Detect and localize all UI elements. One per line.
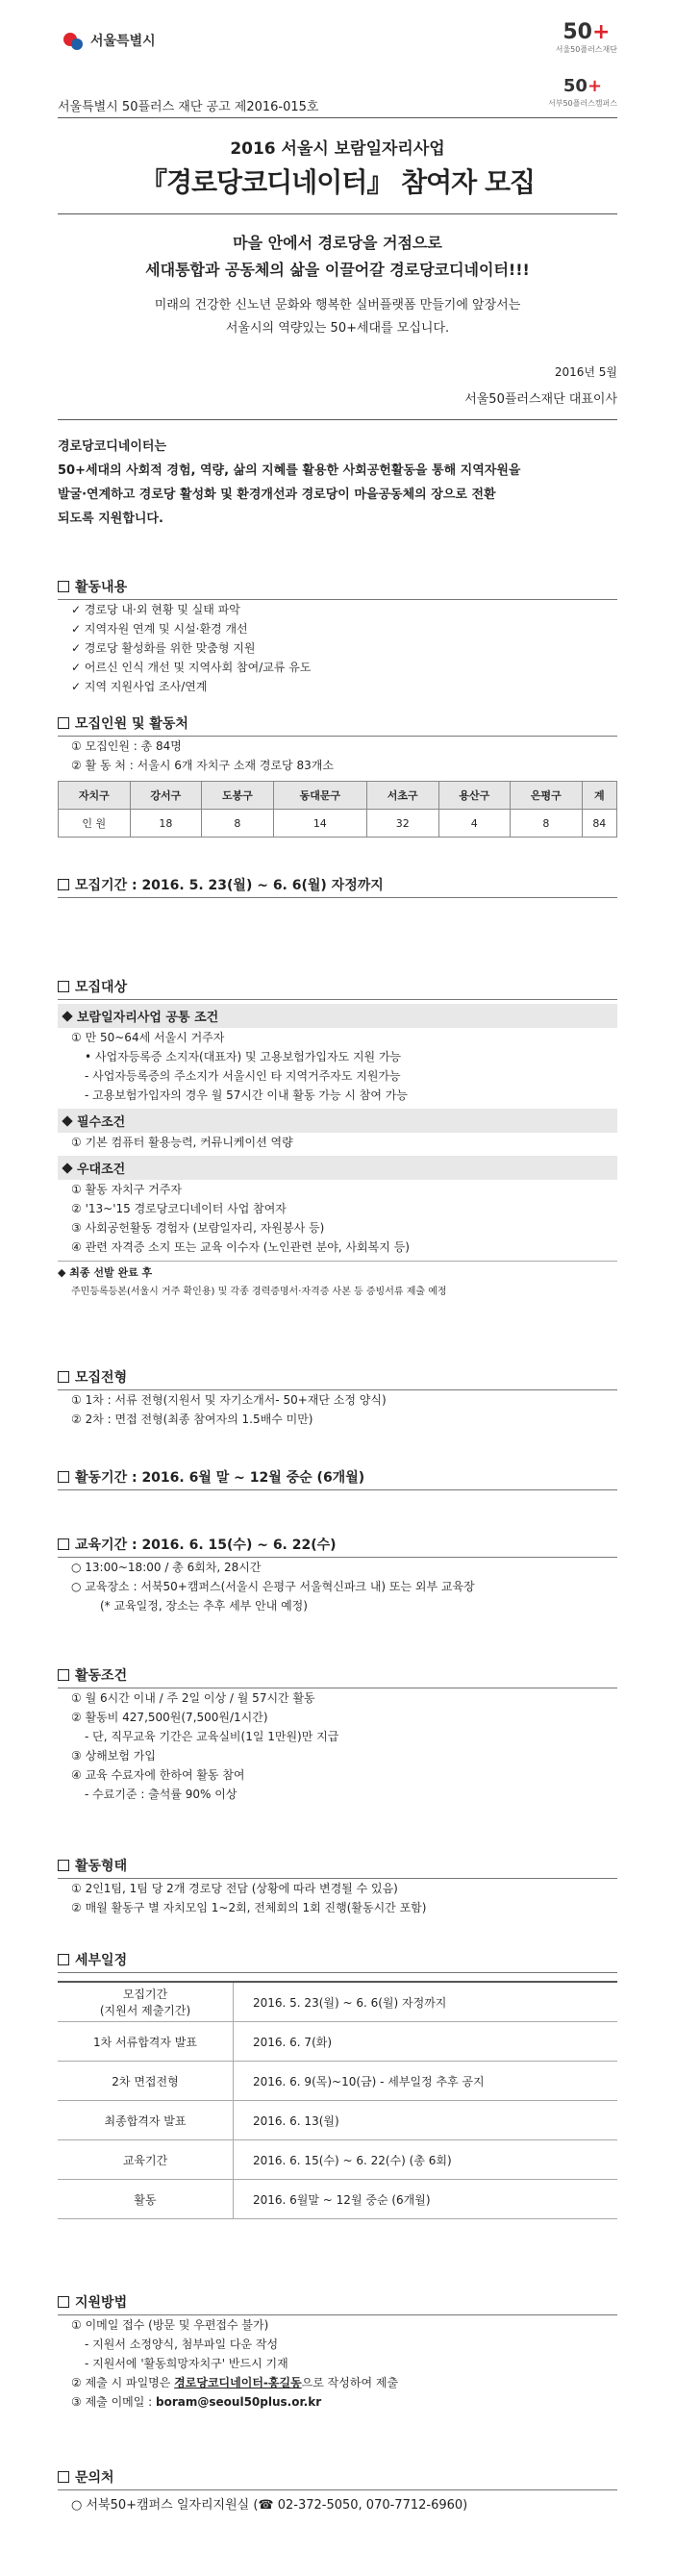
schedule-key-text: 모집기간 bbox=[122, 1988, 168, 2001]
table-cell: 4 bbox=[438, 810, 511, 838]
table-header-cell: 자치구 bbox=[59, 782, 131, 810]
section-title-text: 모집인원 및 활동처 bbox=[75, 716, 188, 732]
plus-icon: + bbox=[591, 20, 611, 44]
section-contact bbox=[58, 2467, 617, 2515]
list-item: ④ 교육 수료자에 한하여 활동 참여 bbox=[71, 1768, 245, 1782]
section-title-text: 모집전형 bbox=[75, 1370, 128, 1386]
list-item: ✓ 경로당 내·외 현황 및 실태 파악 bbox=[71, 603, 240, 616]
section-title bbox=[58, 1367, 617, 1390]
table-header-cell: 동대문구 bbox=[273, 782, 366, 810]
list-item-text: 으로 작성하여 제출 bbox=[301, 2376, 399, 2389]
recruit-count: ① 모집인원 : 총 84명 bbox=[71, 739, 182, 753]
checkbox-square-icon bbox=[58, 2471, 69, 2483]
table-row bbox=[59, 810, 617, 838]
subsection-required bbox=[58, 1109, 617, 1133]
signer: 서울50플러스재단 대표이사 bbox=[464, 392, 617, 407]
table-cell: 32 bbox=[366, 810, 438, 838]
title-line1: 2016 서울시 보람일자리사업 bbox=[230, 139, 445, 159]
checkbox-square-icon bbox=[58, 2296, 69, 2308]
table-cell: 18 bbox=[130, 810, 202, 838]
intro-line: 50+세대의 사회적 경험, 역량, 삶의 지혜를 활용한 사회공헌활동을 통해 지역자원을 bbox=[58, 463, 521, 478]
note-line: 주민등록등본(서울시 거주 확인용) 및 각종 경력증명서·자격증 사본 등 증빙서류 제출 예정 bbox=[71, 1287, 447, 1297]
section-conditions bbox=[58, 1665, 617, 1804]
checkbox-square-icon bbox=[58, 981, 69, 992]
section-title bbox=[58, 2467, 617, 2490]
checkbox-square-icon bbox=[58, 717, 69, 729]
lead-line3: 미래의 건강한 신노년 문화와 행복한 실버플랫폼 만들기에 앞장서는 bbox=[154, 298, 521, 313]
section-title-text: 활동내용 bbox=[75, 580, 128, 595]
list-item: ① 기본 컴퓨터 활용능력, 커뮤니케이션 역량 bbox=[71, 1136, 293, 1149]
list-item-text: 경로당 내·외 현황 및 실태 파악 bbox=[84, 603, 240, 616]
email-link[interactable]: boram@seoul50plus.or.kr bbox=[156, 2395, 322, 2409]
section-title bbox=[58, 577, 617, 600]
list-item: ① 월 6시간 이내 / 주 2일 이상 / 월 57시간 활동 bbox=[71, 1691, 315, 1705]
intro-line: 발굴·연계하고 경로당 활성화 및 환경개선과 경로당이 마을공동체의 장으로 전환 bbox=[58, 488, 496, 502]
table-cell: 8 bbox=[202, 810, 274, 838]
section-title bbox=[58, 1535, 617, 1558]
seoul-logo-text: 서울특별시 bbox=[90, 34, 156, 49]
foundation-logo-sub: 서울50플러스재단 bbox=[555, 45, 617, 54]
list-item: ① 2인1팀, 1팀 당 2개 경로당 전담 (상황에 따라 변경될 수 있음) bbox=[71, 1882, 398, 1895]
recruit-places: ② 활 동 처 : 서울시 6개 자치구 소재 경로당 83개소 bbox=[71, 759, 334, 772]
section-title bbox=[58, 2292, 617, 2315]
target-note bbox=[58, 1261, 617, 1302]
schedule-key bbox=[58, 1982, 234, 2022]
diamond-bullet-icon bbox=[62, 1163, 72, 1173]
section-title bbox=[58, 977, 617, 1000]
table-row bbox=[58, 2062, 617, 2101]
section-period bbox=[58, 875, 617, 898]
list-item: - 지원서에 '활동희망자치구' 반드시 기재 bbox=[85, 2357, 288, 2370]
section-title-text: 활동형태 bbox=[75, 1859, 128, 1874]
list-item: - 고용보험가입자의 경우 월 57시간 이내 활동 가능 시 참여 가능 bbox=[85, 1088, 408, 1102]
intro-line: 되도록 지원합니다. bbox=[58, 512, 163, 526]
schedule-value: 2016. 6. 7(화) bbox=[234, 2022, 618, 2062]
list-item: ② 2차 : 면접 전형(최종 참여자의 1.5배수 미만) bbox=[71, 1413, 313, 1426]
list-item: ○ 교육장소 : 서북50+캠퍼스(서울시 은평구 서울혁신파크 내) 또는 외부 교육장 bbox=[71, 1580, 475, 1593]
table-header-row bbox=[59, 782, 617, 810]
checkbox-square-icon bbox=[58, 879, 69, 890]
list-item: ② 매월 활동구 별 자치모임 1~2회, 전체회의 1회 진행(활동시간 포함) bbox=[71, 1901, 427, 1914]
list-item: - 지원서 소정양식, 첨부파일 다운 작성 bbox=[85, 2338, 279, 2351]
table-header-cell: 강서구 bbox=[130, 782, 202, 810]
table-row bbox=[58, 2022, 617, 2062]
section-title-text: 문의처 bbox=[75, 2470, 114, 2486]
schedule-value: 2016. 5. 23(월) ~ 6. 6(월) 자정까지 bbox=[234, 1982, 618, 2022]
foundation-logo bbox=[556, 21, 617, 55]
table-header-cell: 도봉구 bbox=[202, 782, 274, 810]
section-title bbox=[58, 1856, 617, 1879]
section-title-text: 지원방법 bbox=[75, 2295, 128, 2311]
page-title: 『경로당코디네이터』 참여자 모집 bbox=[139, 166, 536, 198]
schedule-key: 1차 서류합격자 발표 bbox=[58, 2022, 234, 2062]
seoul-logo bbox=[62, 29, 156, 52]
list-item bbox=[58, 2373, 617, 2392]
section-recruit bbox=[58, 713, 617, 838]
table-row bbox=[58, 1982, 617, 2022]
list-item: ① 1차 : 서류 전형(지원서 및 자기소개서- 50+재단 소정 양식) bbox=[71, 1393, 387, 1407]
table-header-cell: 은평구 bbox=[511, 782, 583, 810]
list-item: ✓ 지역자원 연계 및 시설·환경 개선 bbox=[71, 622, 248, 636]
list-item: ③ 상해보험 가입 bbox=[71, 1749, 156, 1763]
intro-paragraph bbox=[58, 435, 617, 531]
intro-line: 경로당코디네이터는 bbox=[58, 439, 167, 454]
list-item-text: 지역 지원사업 조사/연계 bbox=[84, 680, 208, 693]
campus-logo-number: 50 bbox=[562, 76, 588, 96]
subsection-common bbox=[58, 1004, 617, 1028]
filename-example: 경로당코디네이터-홍길동 bbox=[174, 2376, 302, 2389]
subsection-title: 보람일자리사업 공통 조건 bbox=[77, 1011, 219, 1025]
schedule-value: 2016. 6. 13(월) bbox=[234, 2101, 618, 2140]
checkbox-square-icon bbox=[58, 1538, 69, 1550]
subsection-title: 우대조건 bbox=[77, 1163, 126, 1177]
schedule-value: 2016. 6. 9(목)~10(금) - 세부일정 추후 공지 bbox=[234, 2062, 618, 2101]
lead-line2: 세대통합과 공동체의 삶을 이끌어갈 경로당코디네이터!!! bbox=[145, 261, 530, 279]
list-item: - 단, 직무교육 기간은 교육실비(1일 1만원)만 지급 bbox=[85, 1730, 339, 1743]
section-title bbox=[58, 875, 617, 898]
list-item bbox=[58, 2392, 617, 2412]
list-item-text: 경로당 활성화를 위한 맞춤형 지원 bbox=[84, 641, 256, 655]
district-table bbox=[58, 781, 617, 838]
section-title-text: 활동기간 : 2016. 6월 말 ~ 12월 중순 (6개월) bbox=[75, 1470, 365, 1486]
table-row bbox=[58, 2180, 617, 2219]
schedule-value: 2016. 6월말 ~ 12월 중순 (6개월) bbox=[234, 2180, 618, 2219]
list-item-text: 어르신 인식 개선 및 지역사회 참여/교류 유도 bbox=[84, 661, 312, 674]
list-item: ② 활동비 427,500원(7,500원/1시간) bbox=[71, 1711, 268, 1724]
table-cell: 인 원 bbox=[59, 810, 131, 838]
section-title bbox=[58, 1467, 617, 1490]
list-item: (* 교육일정, 장소는 추후 세부 안내 예정) bbox=[100, 1599, 308, 1613]
list-item-text: ③ 제출 이메일 : bbox=[71, 2395, 157, 2409]
plus-icon: + bbox=[587, 76, 603, 96]
schedule-table bbox=[58, 1981, 617, 2219]
list-item: ✓ 어르신 인식 개선 및 지역사회 참여/교류 유도 bbox=[71, 661, 312, 674]
section-title-text: 모집대상 bbox=[75, 980, 128, 995]
subsection-preferred bbox=[58, 1156, 617, 1180]
list-item: ✓ 지역 지원사업 조사/연계 bbox=[71, 680, 208, 693]
seoul-logo-icon bbox=[62, 29, 85, 52]
lead-line4: 서울시의 역량있는 50+세대를 모십니다. bbox=[225, 321, 450, 336]
list-item: ① 활동 자치구 거주자 bbox=[71, 1183, 182, 1196]
list-item: ○ 13:00~18:00 / 총 6회차, 28시간 bbox=[71, 1561, 262, 1574]
table-row bbox=[58, 2101, 617, 2140]
list-item: ✓ 경로당 활성화를 위한 맞춤형 지원 bbox=[71, 641, 256, 655]
schedule-value: 2016. 6. 15(수) ~ 6. 22(수) (총 6회) bbox=[234, 2140, 618, 2180]
campus-logo-sub: 서부50플러스캠퍼스 bbox=[547, 99, 617, 108]
diamond-bullet-icon bbox=[62, 1115, 72, 1126]
section-title bbox=[58, 1665, 617, 1688]
section-title-text: 세부일정 bbox=[75, 1953, 128, 1968]
schedule-key: 2차 면접전형 bbox=[58, 2062, 234, 2101]
schedule-key: 교육기간 bbox=[58, 2140, 234, 2180]
lead-line1: 마을 안에서 경로당을 거점으로 bbox=[233, 234, 442, 252]
table-cell: 84 bbox=[582, 810, 616, 838]
section-title bbox=[58, 713, 617, 737]
table-cell: 14 bbox=[273, 810, 366, 838]
section-apply bbox=[58, 2292, 617, 2412]
section-education bbox=[58, 1535, 617, 1615]
section-title bbox=[58, 1950, 617, 1973]
checkbox-square-icon bbox=[58, 581, 69, 592]
note-line: ◆ 최종 선발 완료 후 bbox=[58, 1266, 153, 1279]
header bbox=[58, 0, 617, 87]
list-item: ① 이메일 접수 (방문 및 우편접수 불가) bbox=[71, 2318, 269, 2332]
checkbox-square-icon bbox=[58, 1860, 69, 1871]
section-target bbox=[58, 977, 617, 1302]
notice-date: 2016년 5월 bbox=[554, 365, 617, 379]
notice-number: 서울특별시 50플러스 재단 공고 제2016-015호 bbox=[58, 100, 319, 114]
section-schedule bbox=[58, 1950, 617, 2219]
intro-divider bbox=[58, 419, 617, 420]
list-item: ④ 관련 자격증 소지 또는 교육 이수자 (노인관련 분야, 사회복지 등) bbox=[71, 1240, 410, 1254]
list-item: ② '13~'15 경로당코디네이터 사업 참여자 bbox=[71, 1202, 287, 1215]
list-item: ① 만 50~64세 서울시 거주자 bbox=[71, 1031, 225, 1044]
section-form bbox=[58, 1856, 617, 1917]
checkbox-square-icon bbox=[58, 1371, 69, 1383]
foundation-logo-number: 50 bbox=[562, 20, 592, 44]
table-cell: 8 bbox=[511, 810, 583, 838]
list-item: - 사업자등록증의 주소지가 서울시인 타 지역거주자도 지원가능 bbox=[85, 1069, 401, 1083]
list-item: ③ 사회공헌활동 경험자 (보람일자리, 자원봉사 등) bbox=[71, 1221, 325, 1235]
table-header-cell: 계 bbox=[582, 782, 616, 810]
campus-logo bbox=[548, 75, 617, 109]
title-divider bbox=[58, 213, 617, 214]
checkbox-square-icon bbox=[58, 1669, 69, 1681]
list-item: - 수료기준 : 출석률 90% 이상 bbox=[85, 1788, 238, 1801]
list-item: • 사업자등록증 소지자(대표자) 및 고용보험가입자도 지원 가능 bbox=[85, 1050, 402, 1063]
section-activities bbox=[58, 577, 617, 696]
table-row bbox=[58, 2140, 617, 2180]
section-title-text: 교육기간 : 2016. 6. 15(수) ~ 6. 22(수) bbox=[75, 1538, 337, 1553]
checkbox-square-icon bbox=[58, 1471, 69, 1483]
subsection-title: 필수조건 bbox=[77, 1115, 126, 1130]
table-header-cell: 서초구 bbox=[366, 782, 438, 810]
schedule-key: 활동 bbox=[58, 2180, 234, 2219]
contact-info: ○ 서북50+캠퍼스 일자리지원실 (☎ 02-372-5050, 070-7712-6960) bbox=[71, 2498, 468, 2513]
schedule-key-sub: (지원서 제출기간) bbox=[99, 2004, 191, 2017]
list-item-text: ② 제출 시 파일명은 bbox=[71, 2376, 175, 2389]
list-item-text: 지역자원 연계 및 시설·환경 개선 bbox=[84, 622, 248, 636]
section-activity-period bbox=[58, 1467, 617, 1490]
section-title-text: 모집기간 : 2016. 5. 23(월) ~ 6. 6(월) 자정까지 bbox=[75, 878, 384, 893]
header-divider bbox=[58, 117, 617, 118]
schedule-key: 최종합격자 발표 bbox=[58, 2101, 234, 2140]
checkbox-square-icon bbox=[58, 1954, 69, 1965]
diamond-bullet-icon bbox=[62, 1011, 72, 1021]
section-process bbox=[58, 1367, 617, 1429]
table-header-cell: 용산구 bbox=[438, 782, 511, 810]
section-title-text: 활동조건 bbox=[75, 1668, 128, 1684]
